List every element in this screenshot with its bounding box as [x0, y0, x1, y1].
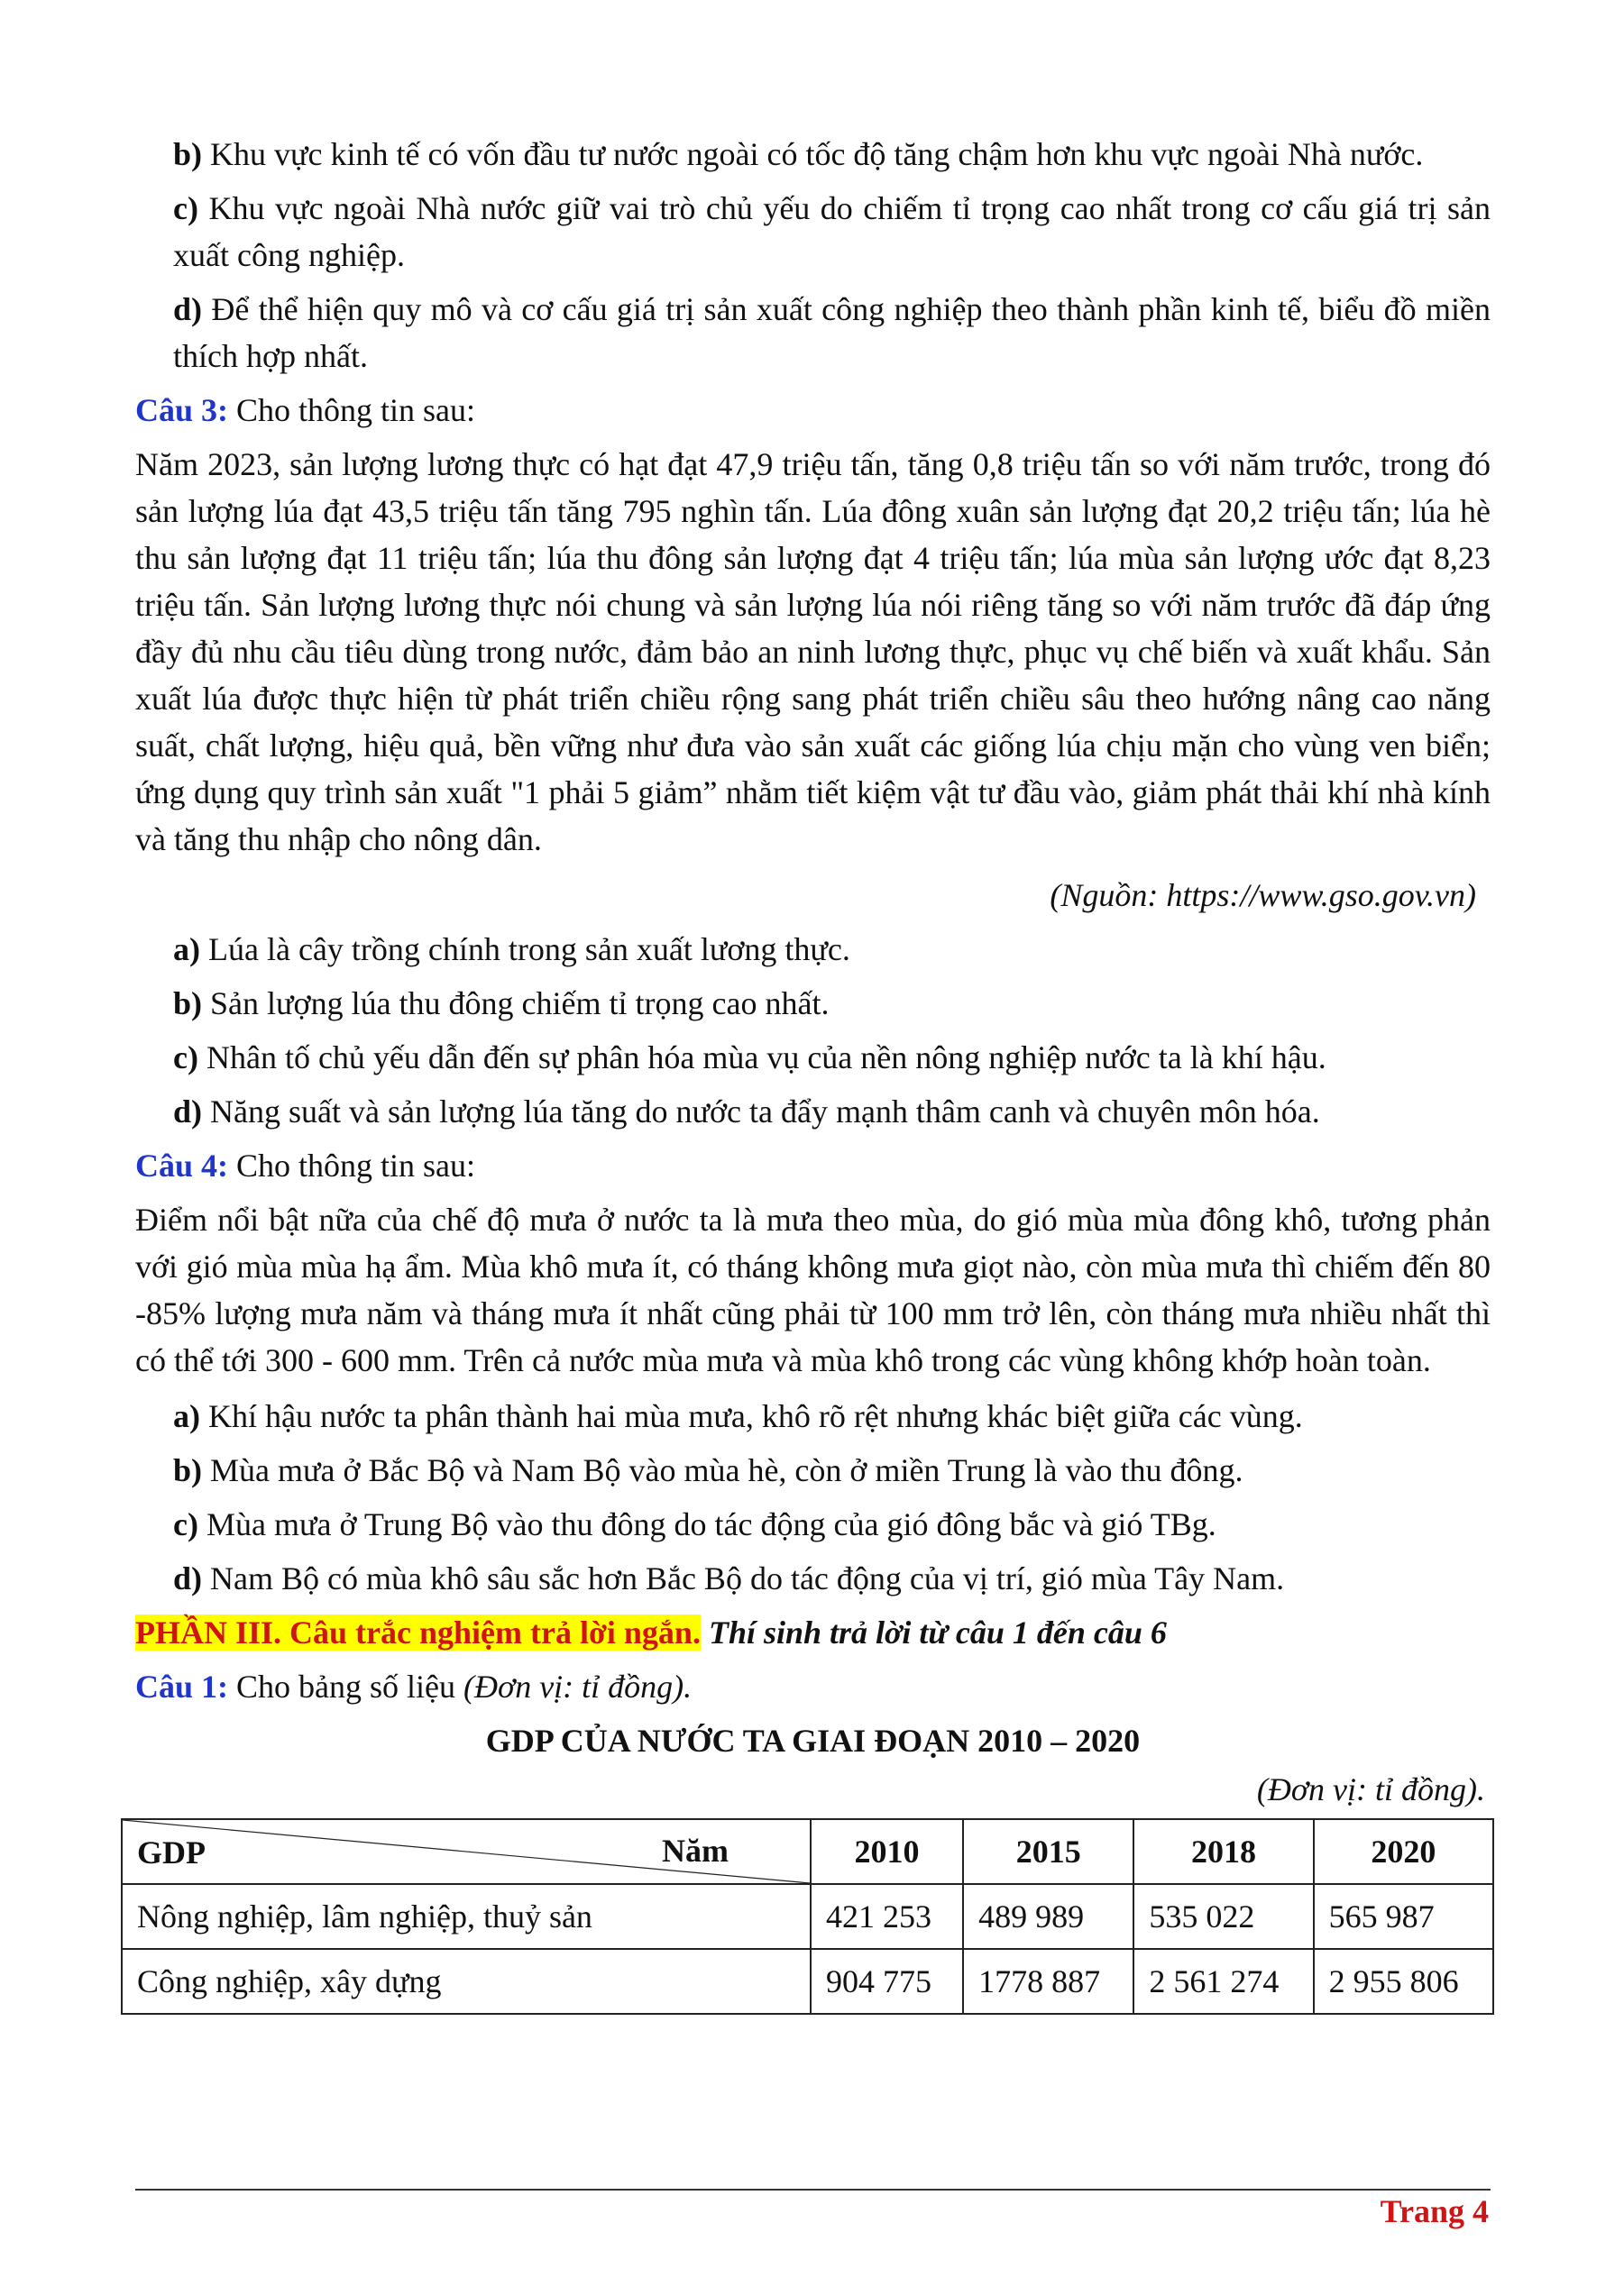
table-title: GDP CỦA NƯỚC TA GIAI ĐOẠN 2010 – 2020 — [485, 1723, 1141, 1759]
option-a — [173, 926, 1491, 973]
option-text: Mùa mưa ở Bắc Bộ và Nam Bộ vào mùa hè, còn ở miền Trung là vào thu đông. — [210, 1452, 1243, 1488]
question-4-passage: Điểm nổi bật nữa của chế độ mưa ở nước ta là mưa theo mùa, do gió mùa mùa đông khô, tương phản với gió mùa mùa hạ ẩm. Mùa khô mưa ít, có tháng không mưa giọt nào, còn mùa mưa thì chiếm đến 80 -85% lượng mưa năm và tháng mưa ít nhất cũng phải từ 100 mm trở lên, còn tháng mưa nhiều nhất thì có thể tới 300 - 600 mm. Trên cả nước mùa mưa và mùa khô trong các vùng không khớp hoàn toàn. — [135, 1202, 1491, 1378]
option-text: Khu vực ngoài Nhà nước giữ vai trò chủ yếu do chiếm tỉ trọng cao nhất trong cơ cấu giá trị sản xuất công nghiệp. — [173, 190, 1491, 273]
option-b — [173, 131, 1491, 178]
section-heading — [135, 1609, 1491, 1656]
option-c — [173, 1501, 1491, 1548]
option-letter: b) — [173, 136, 203, 172]
option-b — [173, 980, 1491, 1027]
question-label: Câu 4: — [135, 1148, 229, 1184]
year-header: 2020 — [1314, 1819, 1493, 1884]
option-text: Khí hậu nước ta phân thành hai mùa mưa, khô rõ rệt nhưng khác biệt giữa các vùng. — [208, 1398, 1303, 1434]
question-label: Câu 3: — [135, 392, 229, 428]
table-header-row — [122, 1819, 1493, 1884]
option-letter: b) — [173, 1452, 203, 1488]
question-3-heading — [135, 387, 1491, 434]
option-text: Nhân tố chủ yếu dẫn đến sự phân hóa mùa vụ của nền nông nghiệp nước ta là khí hậu. — [206, 1039, 1326, 1075]
gdp-table — [121, 1818, 1494, 2015]
section-title: PHẦN III. Câu trắc nghiệm trả lời ngắn. — [135, 1615, 701, 1651]
option-letter: a) — [173, 1398, 200, 1434]
corner-col-label: Năm — [662, 1833, 729, 1869]
table-cell: 565 987 — [1314, 1884, 1493, 1949]
year-header: 2010 — [811, 1819, 963, 1884]
option-text: Nam Bộ có mùa khô sâu sắc hơn Bắc Bộ do tác động của vị trí, gió mùa Tây Nam. — [210, 1560, 1285, 1596]
table-corner-cell — [122, 1819, 811, 1884]
question-1-heading — [135, 1663, 1491, 1710]
question-label: Câu 1: — [135, 1669, 229, 1705]
unit-note: (Đơn vị: tỉ đồng). — [463, 1669, 693, 1705]
option-a — [173, 1393, 1491, 1440]
table-cell: 2 955 806 — [1314, 1949, 1493, 2014]
table-cell: 904 775 — [811, 1949, 963, 2014]
option-letter: a) — [173, 931, 200, 967]
option-text: Sản lượng lúa thu đông chiếm tỉ trọng cao nhất. — [210, 985, 830, 1021]
question-intro: Cho thông tin sau: — [236, 392, 476, 428]
table-cell: 421 253 — [811, 1884, 963, 1949]
table-row — [122, 1949, 1493, 2014]
corner-row-label: GDP — [137, 1834, 206, 1871]
option-b — [173, 1447, 1491, 1494]
option-text: Để thể hiện quy mô và cơ cấu giá trị sản xuất công nghiệp theo thành phần kinh tế, biểu đồ miền thích hợp nhất. — [173, 291, 1491, 374]
footer-divider — [135, 2189, 1491, 2191]
year-header: 2018 — [1133, 1819, 1313, 1884]
page-content — [135, 131, 1491, 2015]
table-row — [122, 1884, 1493, 1949]
question-4-heading — [135, 1142, 1491, 1189]
source-citation: (Nguồn: https://www.gso.gov.vn) — [1050, 877, 1476, 913]
option-letter: d) — [173, 291, 203, 327]
option-letter: d) — [173, 1560, 203, 1596]
table-cell: 1778 887 — [963, 1949, 1133, 2014]
table-unit: (Đơn vị: tỉ đồng). — [1256, 1771, 1485, 1807]
section-instruction: Thí sinh trả lời từ câu 1 đến câu 6 — [708, 1615, 1167, 1651]
option-text: Mùa mưa ở Trung Bộ vào thu đông do tác động của gió đông bắc và gió TBg. — [206, 1506, 1216, 1542]
option-text: Năng suất và sản lượng lúa tăng do nước ta đẩy mạnh thâm canh và chuyên môn hóa. — [210, 1093, 1320, 1130]
option-c — [173, 185, 1491, 279]
question-3-passage: Năm 2023, sản lượng lương thực có hạt đạt 47,9 triệu tấn, tăng 0,8 triệu tấn so với năm trước, trong đó sản lượng lúa đạt 43,5 triệu tấn tăng 795 nghìn tấn. Lúa đông xuân sản lượng đạt 20,2 triệu tấn; lúa hè thu sản lượng đạt 11 triệu tấn; lúa thu đông sản lượng đạt 4 triệu tấn; lúa mùa sản lượng ước đạt 8,23 triệu tấn. Sản lượng lương thực nói chung và sản lượng lúa nói riêng tăng so với năm trước đã đáp ứng đầy đủ nhu cầu tiêu dùng trong nước, đảm bảo an ninh lương thực, phục vụ chế biến và xuất khẩu. Sản xuất lúa được thực hiện từ phát triển chiều rộng sang phát triển chiều sâu theo hướng nâng cao năng suất, chất lượng, hiệu quả, bền vững như đưa vào sản xuất các giống lúa chịu mặn cho vùng ven biển; ứng dụng quy trình sản xuất "1 phải 5 giảm” nhằm tiết kiệm vật tư đầu vào, giảm phát thải khí nhà kính và tăng thu nhập cho nông dân. — [135, 446, 1491, 857]
option-text: Khu vực kinh tế có vốn đầu tư nước ngoài có tốc độ tăng chậm hơn khu vực ngoài Nhà nước. — [210, 136, 1424, 172]
option-d — [173, 1555, 1491, 1602]
table-cell: 489 989 — [963, 1884, 1133, 1949]
option-letter: b) — [173, 985, 203, 1021]
row-label: Nông nghiệp, lâm nghiệp, thuỷ sản — [122, 1884, 811, 1949]
table-cell: 535 022 — [1133, 1884, 1313, 1949]
page-number: Trang 4 — [1380, 2193, 1489, 2229]
row-label: Công nghiệp, xây dựng — [122, 1949, 811, 2014]
option-text: Lúa là cây trồng chính trong sản xuất lương thực. — [208, 931, 850, 967]
option-c — [173, 1034, 1491, 1081]
option-letter: d) — [173, 1093, 203, 1130]
option-letter: c) — [173, 1039, 198, 1075]
question-intro: Cho thông tin sau: — [236, 1148, 476, 1184]
option-letter: c) — [173, 190, 198, 226]
table-cell: 2 561 274 — [1133, 1949, 1313, 2014]
option-d — [173, 1088, 1491, 1135]
option-d — [173, 286, 1491, 380]
option-letter: c) — [173, 1506, 198, 1542]
year-header: 2015 — [963, 1819, 1133, 1884]
question-intro: Cho bảng số liệu — [236, 1669, 455, 1705]
